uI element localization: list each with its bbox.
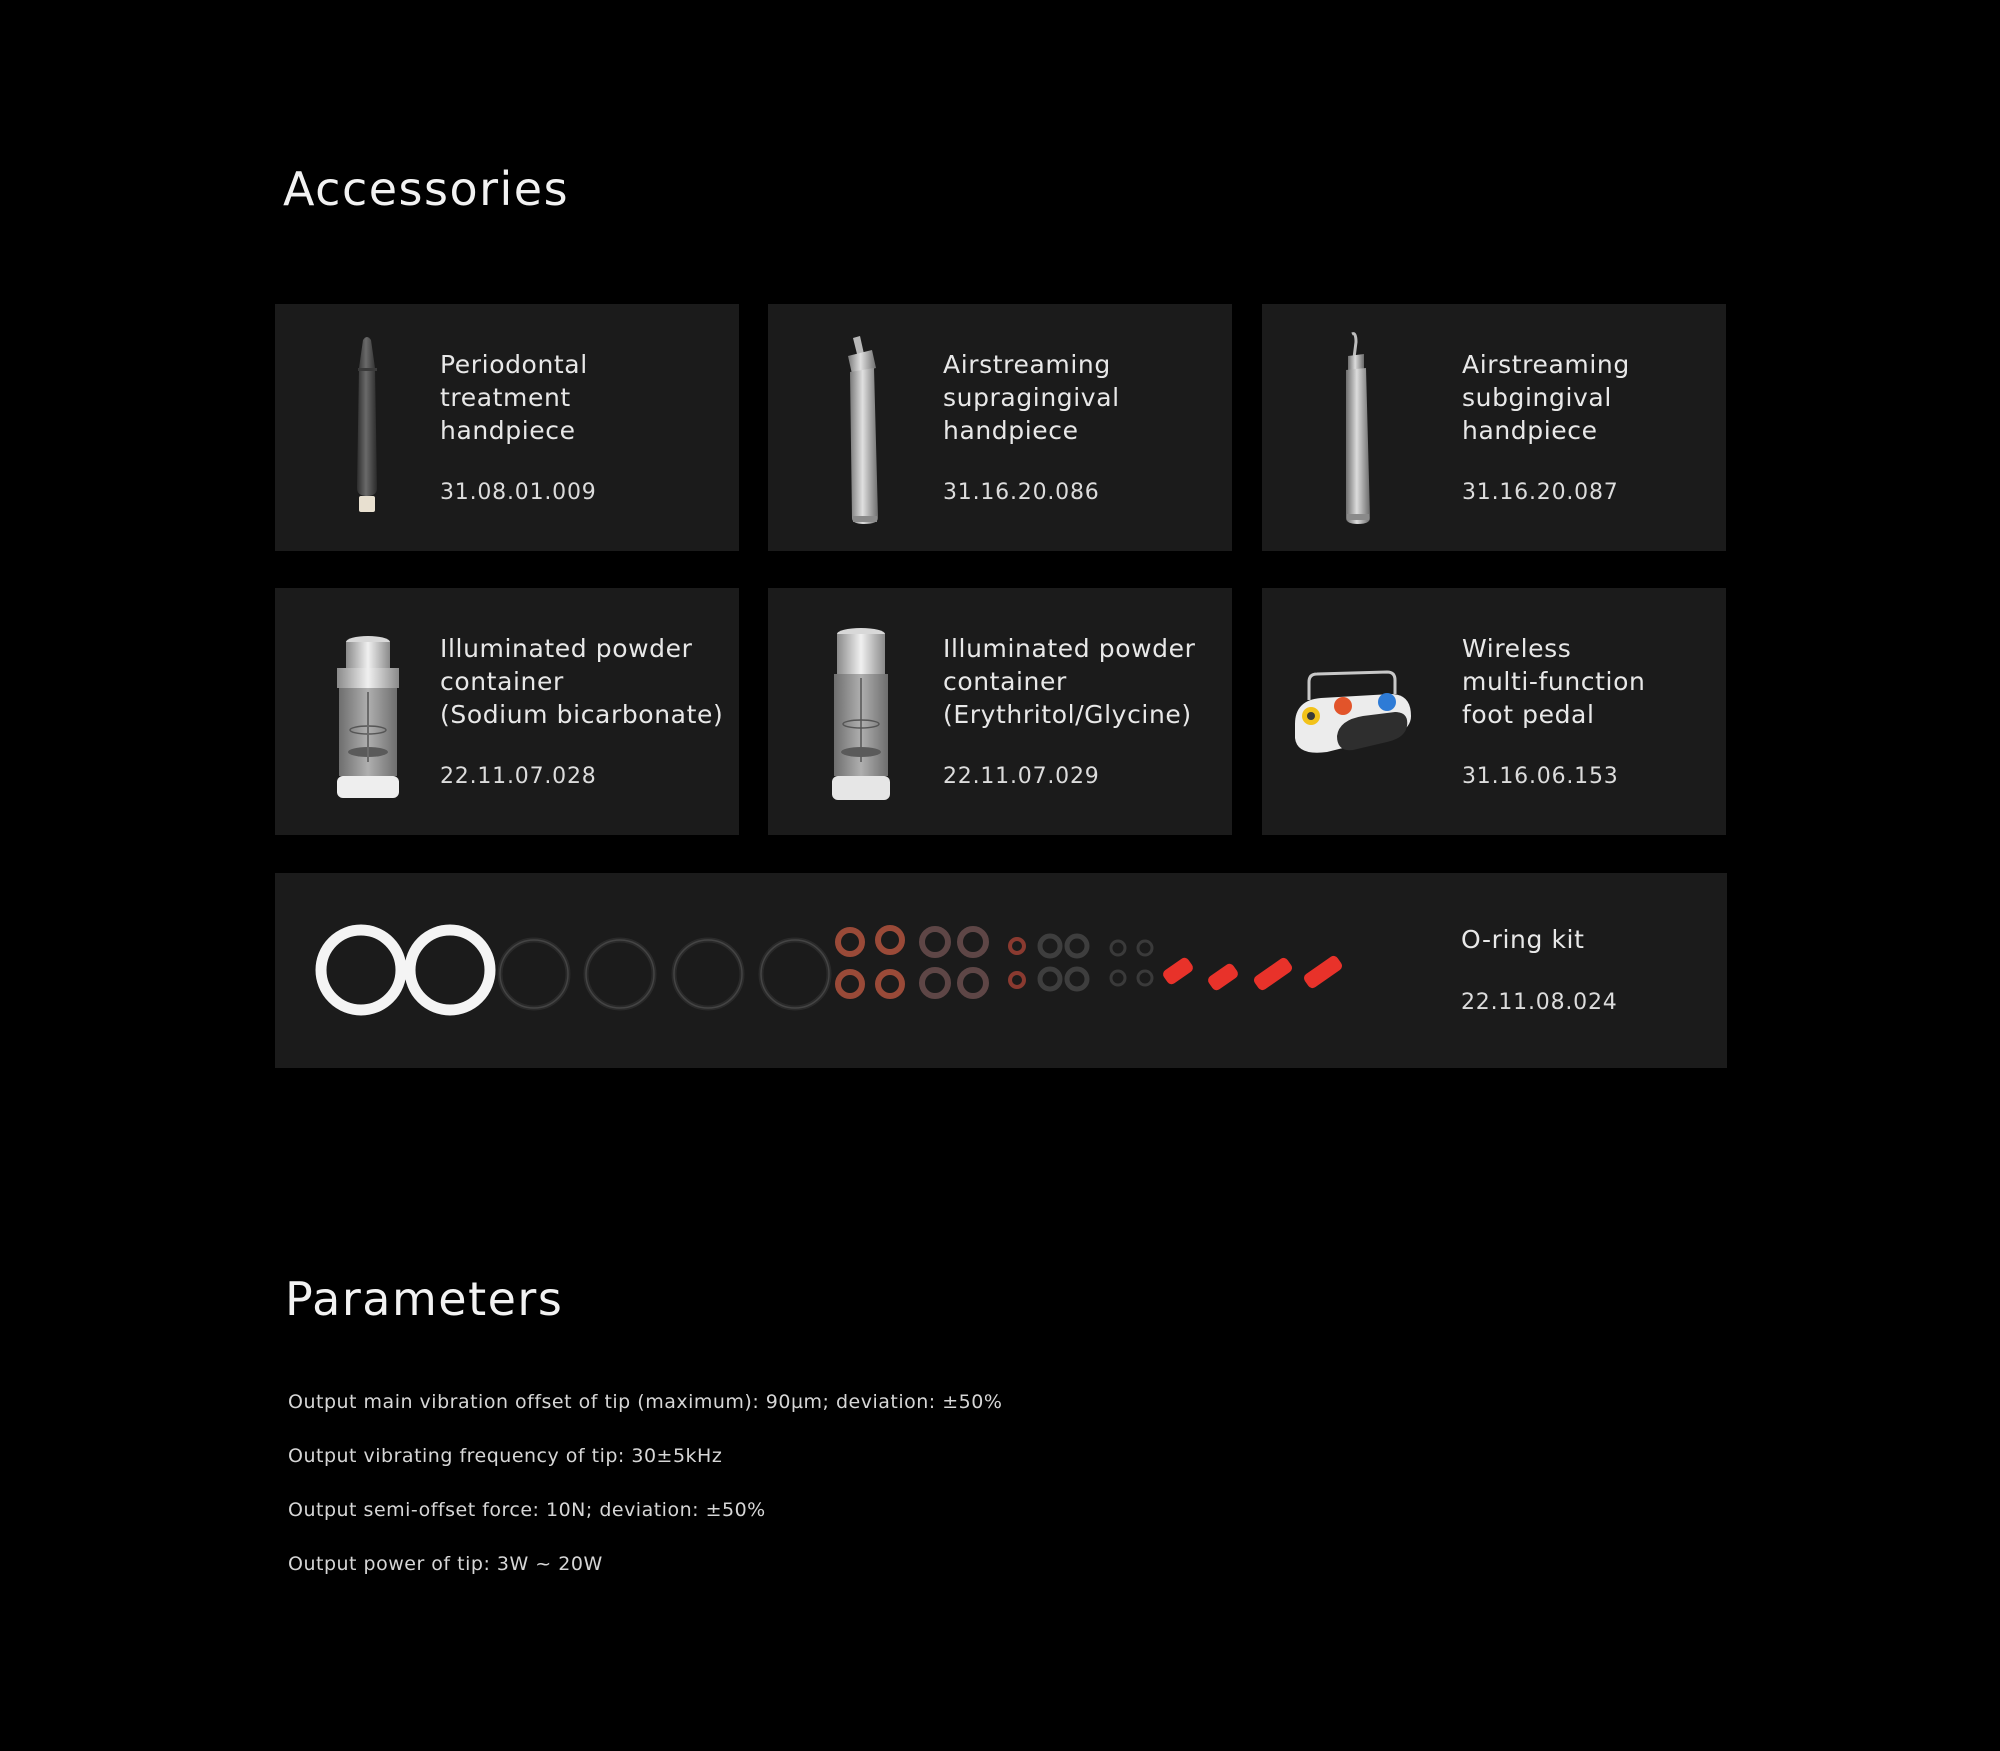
- accessory-name: Illuminated powder container (Sodium bicarbonate): [440, 634, 724, 729]
- accessory-name: O-ring kit: [1461, 925, 1585, 954]
- parameter-item: Output vibrating frequency of tip: 30±5kHz: [288, 1445, 723, 1467]
- parameter-item: Output main vibration offset of tip (maximum): 90µm; deviation: ±50%: [288, 1391, 1003, 1413]
- accessory-card-powder-container-sodium[interactable]: [275, 588, 739, 835]
- accessory-code: 22.11.07.028: [440, 764, 597, 789]
- subgingival-handpiece-icon: [1292, 328, 1417, 528]
- accessory-card-powder-container-erythritol[interactable]: [768, 588, 1232, 835]
- accessory-card-subgingival-handpiece[interactable]: [1262, 304, 1726, 551]
- accessory-name: Airstreaming subgingival handpiece: [1462, 350, 1630, 445]
- accessory-name: Illuminated powder container (Erythritol/Glycine): [943, 634, 1196, 729]
- accessory-code: 31.08.01.009: [440, 480, 597, 505]
- accessory-card-supragingival-handpiece[interactable]: [768, 304, 1232, 551]
- accessory-code: 31.16.20.086: [943, 480, 1100, 505]
- powder-container-icon: [798, 612, 923, 812]
- accessory-name: Airstreaming supragingival handpiece: [943, 350, 1120, 445]
- accessory-code: 22.11.08.024: [1461, 990, 1618, 1015]
- accessory-name: Wireless multi-function foot pedal: [1462, 634, 1646, 729]
- accessory-card-periodontal-handpiece[interactable]: [275, 304, 739, 551]
- accessory-card-foot-pedal[interactable]: [1262, 588, 1726, 835]
- powder-container-icon: [305, 612, 430, 812]
- accessory-name: Periodontal treatment handpiece: [440, 350, 588, 445]
- accessory-code: 22.11.07.029: [943, 764, 1100, 789]
- accessory-code: 31.16.06.153: [1462, 764, 1619, 789]
- scaler-handpiece-icon: [305, 328, 430, 528]
- supragingival-handpiece-icon: [798, 328, 923, 528]
- accessories-title: Accessories: [283, 162, 570, 216]
- parameters-title: Parameters: [285, 1272, 564, 1326]
- o-ring-set-icon: [310, 918, 1410, 1023]
- accessory-card-o-ring-kit[interactable]: [275, 873, 1727, 1068]
- parameter-item: Output power of tip: 3W ~ 20W: [288, 1553, 603, 1575]
- parameters-list: [288, 1388, 1002, 1604]
- parameter-item: Output semi-offset force: 10N; deviation: ±50%: [288, 1499, 766, 1521]
- accessory-code: 31.16.20.087: [1462, 480, 1619, 505]
- foot-pedal-icon: [1282, 612, 1417, 812]
